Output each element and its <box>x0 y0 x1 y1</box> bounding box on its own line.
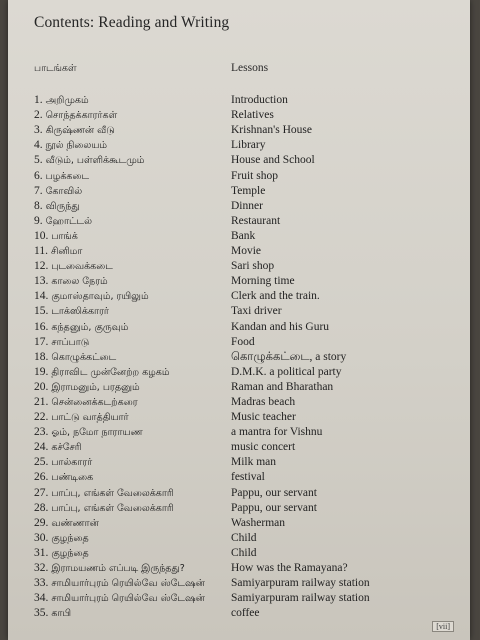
contents-row <box>34 93 462 108</box>
lesson-title-tamil: கொழுக்கட்டை <box>51 351 117 363</box>
lesson-title-tamil: ஓம், நமோ நாராயண <box>51 427 143 439</box>
contents-row <box>34 304 462 319</box>
lesson-number: 22. <box>34 411 49 424</box>
lesson-title-tamil: பாப்பு, எங்கள் வேலைக்காரி <box>51 487 174 499</box>
lesson-title-tamil: நூல் நிலையம் <box>45 140 108 152</box>
lesson-title-english: Sari shop <box>231 260 275 273</box>
contents-row <box>34 365 462 380</box>
contents-row <box>34 576 462 591</box>
lesson-title-tamil: சாமியார்புரம் ரெயில்வே ஸ்டேஷன் <box>51 593 205 605</box>
lesson-title-tamil: குமாஸ்தாவும், ரயிலும் <box>51 291 149 303</box>
lesson-title-english: Food <box>231 335 255 348</box>
lesson-title-english: Clerk and the train. <box>231 290 320 303</box>
lesson-title-english: Movie <box>231 245 262 258</box>
lesson-title-english: Dinner <box>231 199 263 212</box>
contents-row <box>34 531 462 546</box>
lesson-number: 23. <box>34 426 49 439</box>
contents-row <box>34 259 462 274</box>
lesson-title-english: a mantra for Vishnu <box>231 426 323 439</box>
lesson-title-tamil: விருந்து <box>45 200 80 212</box>
lesson-title-tamil: சாமியார்புரம் ரெயில்வே ஸ்டேஷன் <box>51 578 205 590</box>
lesson-title-english: Music teacher <box>231 411 296 424</box>
lesson-title-english: Morning time <box>231 275 295 288</box>
lesson-title-english: coffee <box>231 607 260 620</box>
lesson-title-english: Child <box>231 531 257 544</box>
contents-row <box>34 319 462 334</box>
lesson-number: 4. <box>34 139 43 152</box>
contents-row <box>34 350 462 365</box>
contents-row <box>34 153 462 168</box>
lesson-title-english: Introduction <box>231 94 288 107</box>
contents-row <box>34 395 462 410</box>
lesson-number: 11. <box>34 245 48 258</box>
contents-row <box>34 546 462 561</box>
lesson-title-tamil: பாங்க் <box>51 230 78 242</box>
lesson-number: 17. <box>34 335 49 348</box>
contents-row <box>34 425 462 440</box>
lesson-number: 35. <box>34 607 49 620</box>
lesson-title-tamil: கோவில் <box>45 185 83 197</box>
lesson-title-english: Fruit shop <box>231 169 278 182</box>
page-title: Contents: Reading and Writing <box>34 14 230 31</box>
contents-row <box>34 274 462 289</box>
lesson-number: 5. <box>34 154 43 167</box>
lesson-title-tamil: குழந்தை <box>51 547 89 559</box>
lesson-title-english: Restaurant <box>231 214 281 227</box>
lesson-title-tamil: பழக்கடை <box>45 170 90 182</box>
lesson-number: 19. <box>34 365 49 378</box>
lesson-title-tamil: கிருஷ்ணன் வீடு <box>45 125 115 137</box>
lesson-number: 18. <box>34 350 49 363</box>
lesson-title-english: Krishnan's House <box>231 124 312 137</box>
lesson-title-tamil: இராமனும், பரதனும் <box>51 381 140 393</box>
lesson-title-english: கொழுக்கட்டை, a story <box>231 350 347 363</box>
lesson-title-tamil: சொந்தக்காரர்கள் <box>45 110 118 122</box>
lesson-title-english: Library <box>231 139 266 152</box>
contents-row <box>34 289 462 304</box>
lesson-title-tamil: காபி <box>51 608 72 620</box>
lesson-title-english: Milk man <box>231 456 277 469</box>
lesson-title-english: D.M.K. a political party <box>231 365 342 378</box>
contents-row <box>34 335 462 350</box>
lesson-number: 12. <box>34 260 49 273</box>
lesson-number: 21. <box>34 395 49 408</box>
lesson-number: 25. <box>34 456 49 469</box>
lesson-number: 28. <box>34 501 49 514</box>
contents-row <box>34 485 462 500</box>
lesson-title-english: Pappu, our servant <box>231 501 317 514</box>
tamil-column-header: பாடங்கள் <box>34 63 77 74</box>
contents-list <box>34 93 462 621</box>
lesson-number: 6. <box>34 169 43 182</box>
lesson-title-tamil: கச்சேரி <box>51 442 82 454</box>
lesson-number: 13. <box>34 275 49 288</box>
lesson-number: 27. <box>34 486 49 499</box>
lesson-title-tamil: வண்ணான் <box>51 517 99 529</box>
contents-row <box>34 410 462 425</box>
lesson-title-tamil: வீடும், பள்ளிக்கூடமும் <box>45 155 145 167</box>
lesson-number: 26. <box>34 471 49 484</box>
lesson-title-english: Madras beach <box>231 395 296 408</box>
lesson-title-english: Bank <box>231 229 256 242</box>
contents-row <box>34 123 462 138</box>
lesson-number: 1. <box>34 94 43 107</box>
lesson-title-tamil: காலை நேரம் <box>51 276 108 288</box>
lesson-title-tamil: பால்காரர் <box>51 457 93 469</box>
contents-row <box>34 561 462 576</box>
lesson-title-english: Samiyarpuram railway station <box>231 577 370 590</box>
lesson-title-tamil: சினிமா <box>50 246 83 258</box>
lesson-number: 15. <box>34 305 49 318</box>
lesson-title-english: Taxi driver <box>231 305 282 318</box>
lesson-title-english: Washerman <box>231 516 285 529</box>
lesson-title-tamil: பாட்டு வாத்தியார் <box>51 412 129 424</box>
contents-row <box>34 380 462 395</box>
lesson-title-tamil: திராவிட முன்னேற்ற கழகம் <box>51 366 170 378</box>
contents-row <box>34 591 462 606</box>
lesson-title-english: music concert <box>231 441 296 454</box>
contents-row <box>34 138 462 153</box>
contents-row <box>34 214 462 229</box>
lesson-title-tamil: சாப்பாடு <box>51 336 90 348</box>
lesson-title-english: Temple <box>231 184 266 197</box>
lesson-title-tamil: சென்னைக்கடற்கரை <box>51 396 138 408</box>
lesson-number: 30. <box>34 531 49 544</box>
lesson-title-english: House and School <box>231 154 315 167</box>
lesson-number: 10. <box>34 229 49 242</box>
lesson-number: 16. <box>34 320 49 333</box>
lesson-number: 3. <box>34 124 43 137</box>
lesson-number: 8. <box>34 199 43 212</box>
lesson-title-tamil: குழந்தை <box>51 532 89 544</box>
lesson-title-english: Child <box>231 546 257 559</box>
lesson-number: 31. <box>34 546 49 559</box>
lesson-number: 34. <box>34 592 49 605</box>
contents-row <box>34 229 462 244</box>
lesson-title-tamil: பண்டிகை <box>51 472 94 484</box>
lesson-title-english: Kandan and his Guru <box>231 320 330 333</box>
lesson-title-english: How was the Ramayana? <box>231 562 348 574</box>
lesson-number: 32. <box>34 562 49 574</box>
lesson-number: 29. <box>34 516 49 529</box>
lesson-number: 33. <box>34 577 49 590</box>
english-column-header: Lessons <box>231 62 269 74</box>
contents-row <box>34 516 462 531</box>
contents-row <box>34 455 462 470</box>
lesson-title-tamil: ஹோட்டல் <box>45 215 92 227</box>
lesson-title-tamil: இராமயணம் எப்படி இருந்தது? <box>51 563 185 574</box>
lesson-title-english: Relatives <box>231 109 274 122</box>
contents-row <box>34 244 462 259</box>
contents-row <box>34 184 462 199</box>
lesson-title-english: Pappu, our servant <box>231 486 317 499</box>
page-number: [vii] <box>432 621 454 632</box>
lesson-title-tamil: புடவைக்கடை <box>51 261 113 273</box>
lesson-title-tamil: பாப்பு, எங்கள் வேலைக்காரி <box>51 502 174 514</box>
contents-row <box>34 168 462 183</box>
lesson-title-english: Raman and Bharathan <box>231 380 334 393</box>
lesson-title-tamil: டாக்ஸிக்காரர் <box>51 306 109 318</box>
lesson-number: 20. <box>34 380 49 393</box>
contents-row <box>34 199 462 214</box>
lesson-title-tamil: அறிமுகம் <box>45 95 89 107</box>
lesson-number: 24. <box>34 441 49 454</box>
lesson-title-english: Samiyarpuram railway station <box>231 592 370 605</box>
contents-row <box>34 470 462 485</box>
contents-row <box>34 108 462 123</box>
contents-row <box>34 440 462 455</box>
lesson-number: 7. <box>34 184 43 197</box>
lesson-title-english: festival <box>231 471 265 484</box>
lesson-number: 2. <box>34 109 43 122</box>
contents-row <box>34 606 462 621</box>
contents-row <box>34 501 462 516</box>
lesson-number: 9. <box>34 214 43 227</box>
document-page <box>8 0 470 640</box>
lesson-number: 14. <box>34 290 49 303</box>
lesson-title-tamil: கந்தனும், குருவும் <box>51 321 129 333</box>
